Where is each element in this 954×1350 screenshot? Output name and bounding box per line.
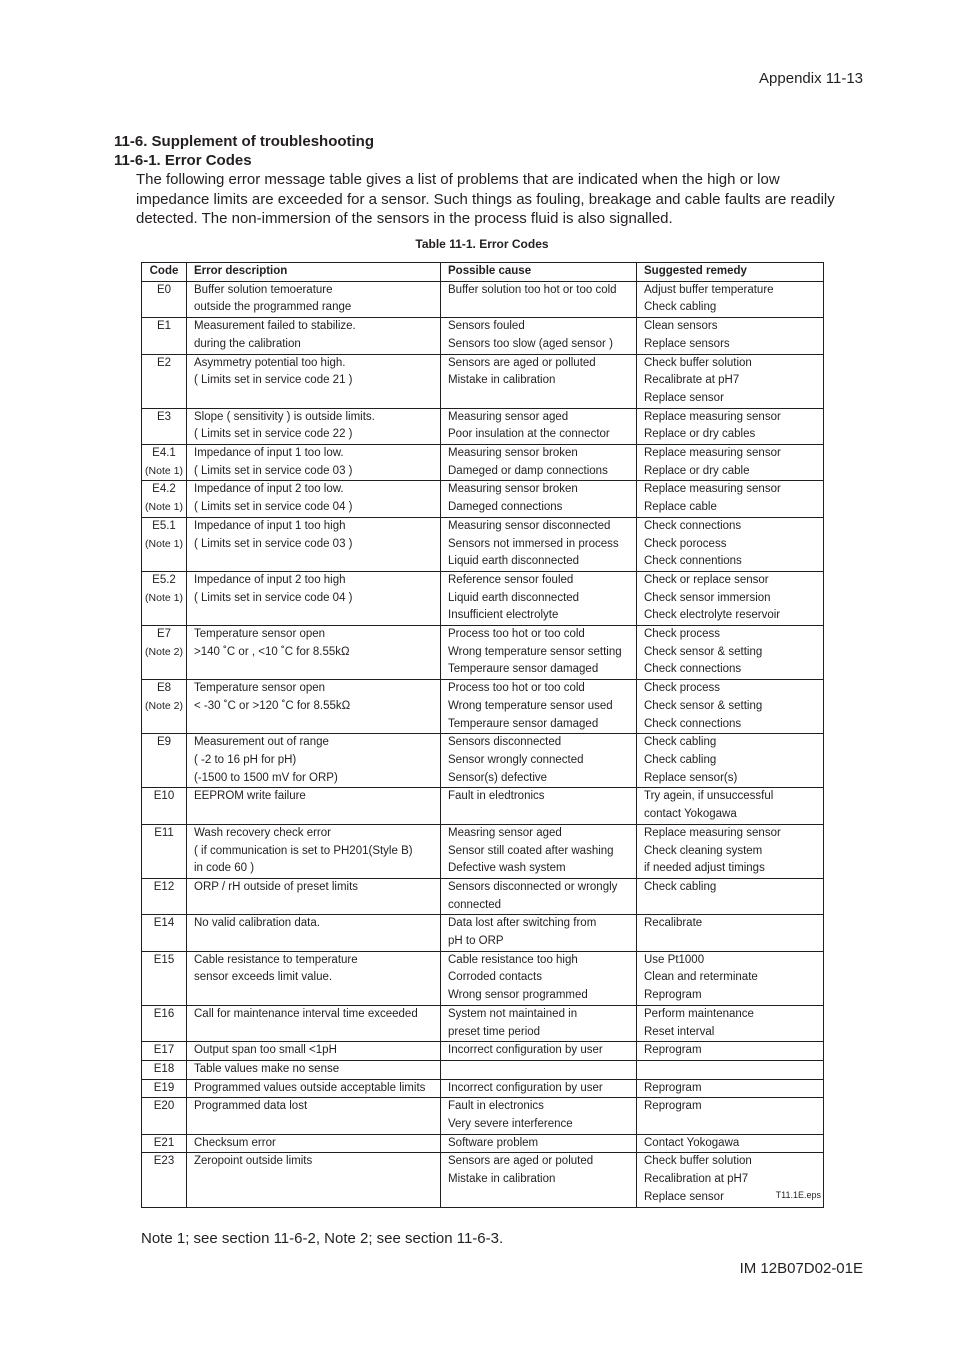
error-code: E9 bbox=[156, 736, 172, 749]
cell-line: ( Limits set in service code 22 ) bbox=[194, 428, 353, 441]
suggested-remedy-cell bbox=[637, 1098, 824, 1134]
suggested-remedy-cell bbox=[637, 1005, 824, 1041]
subsection-heading: 11-6-1. Error Codes bbox=[114, 152, 252, 169]
error-description-cell bbox=[187, 318, 441, 354]
cell-line: Zeropoint outside limits bbox=[194, 1155, 313, 1168]
error-description-cell bbox=[187, 734, 441, 788]
possible-cause-cell bbox=[441, 788, 637, 824]
error-code-note: (Note 1) bbox=[145, 591, 183, 604]
possible-cause-cell bbox=[441, 878, 637, 914]
cell-line: Sensors not immersed in process bbox=[448, 537, 619, 550]
error-description-cell bbox=[187, 824, 441, 878]
table-row bbox=[142, 318, 824, 354]
error-code: E4.2 bbox=[152, 483, 176, 496]
cell-line: Sensor still coated after washing bbox=[448, 844, 614, 857]
suggested-remedy-cell bbox=[637, 445, 824, 481]
cell-line: preset time period bbox=[448, 1025, 541, 1038]
error-code: E7 bbox=[156, 628, 172, 641]
cell-line: Reprogram bbox=[644, 1044, 702, 1057]
table-body bbox=[142, 281, 824, 1207]
cell-line: Buffer solution too hot or too cold bbox=[448, 283, 617, 296]
cell-line: ( -2 to 16 pH for pH) bbox=[194, 753, 297, 766]
error-description-cell bbox=[187, 571, 441, 625]
error-code-cell bbox=[142, 1153, 187, 1207]
cell-line: Measuring sensor broken bbox=[448, 483, 578, 496]
cell-line: EEPROM write failure bbox=[194, 790, 306, 803]
error-description-cell bbox=[187, 680, 441, 734]
cell-line: Check connections bbox=[644, 717, 742, 730]
cell-line: Programmed values outside acceptable limits bbox=[194, 1081, 426, 1094]
error-code: E23 bbox=[153, 1155, 175, 1168]
cell-line: ORP / rH outside of preset limits bbox=[194, 880, 359, 893]
cell-line: during the calibration bbox=[194, 337, 301, 350]
error-code-cell bbox=[142, 1042, 187, 1061]
error-code: E3 bbox=[156, 410, 172, 423]
possible-cause-cell bbox=[441, 734, 637, 788]
table-row bbox=[142, 951, 824, 1005]
error-code: E12 bbox=[153, 880, 175, 893]
error-code-cell bbox=[142, 445, 187, 481]
cell-line: Replace cable bbox=[644, 501, 717, 514]
cell-line: Replace or dry cable bbox=[644, 464, 750, 477]
cell-line: Impedance of input 2 too high bbox=[194, 573, 346, 586]
column-header-description: Error description bbox=[187, 263, 441, 282]
suggested-remedy-cell bbox=[637, 571, 824, 625]
cell-line: Insufficient electrolyte bbox=[448, 609, 559, 622]
cell-line: Impedance of input 1 too high bbox=[194, 519, 346, 532]
possible-cause-cell bbox=[441, 481, 637, 517]
cell-line: Check sensor immersion bbox=[644, 591, 771, 604]
error-code-cell bbox=[142, 788, 187, 824]
column-header-remedy: Suggested remedy bbox=[637, 263, 824, 282]
suggested-remedy-cell bbox=[637, 878, 824, 914]
suggested-remedy-cell bbox=[637, 1079, 824, 1098]
error-description-cell bbox=[187, 915, 441, 951]
error-description-cell bbox=[187, 1098, 441, 1134]
error-description-cell bbox=[187, 1134, 441, 1153]
cell-line: Check electrolyte reservoir bbox=[644, 609, 781, 622]
error-code-note: (Note 2) bbox=[145, 699, 183, 712]
error-code: E5.2 bbox=[152, 573, 176, 586]
section-block bbox=[114, 132, 849, 229]
cell-line: No valid calibration data. bbox=[194, 917, 320, 930]
table-row bbox=[142, 788, 824, 824]
cell-line: Check connections bbox=[644, 663, 742, 676]
cell-line: Dameged connections bbox=[448, 501, 563, 514]
possible-cause-cell bbox=[441, 1134, 637, 1153]
cell-line: Check cabling bbox=[644, 301, 717, 314]
cell-line: in code 60 ) bbox=[194, 862, 255, 875]
cell-line: (-1500 to 1500 mV for ORP) bbox=[194, 771, 338, 784]
error-code: E4.1 bbox=[152, 447, 176, 460]
cell-line: contact Yokogawa bbox=[644, 808, 737, 821]
error-code: E20 bbox=[153, 1100, 175, 1113]
suggested-remedy-cell bbox=[637, 1042, 824, 1061]
page-reference: Appendix 11-13 bbox=[759, 70, 863, 87]
cell-line: Poor insulation at the connector bbox=[448, 428, 610, 441]
cell-line: Sensors are aged or poluted bbox=[448, 1155, 594, 1168]
suggested-remedy-cell bbox=[637, 1134, 824, 1153]
table-row bbox=[142, 517, 824, 571]
error-code: E8 bbox=[156, 682, 172, 695]
cell-line: Sensors disconnected bbox=[448, 736, 562, 749]
possible-cause-cell bbox=[441, 680, 637, 734]
cell-line: ( Limits set in service code 03 ) bbox=[194, 537, 353, 550]
table-row bbox=[142, 1005, 824, 1041]
cell-line: ( Limits set in service code 04 ) bbox=[194, 591, 353, 604]
cell-line: Fault in eledtronics bbox=[448, 790, 545, 803]
error-code: E5.1 bbox=[152, 519, 176, 532]
cell-line: Sensors fouled bbox=[448, 320, 525, 333]
error-code-cell bbox=[142, 626, 187, 680]
error-code-cell bbox=[142, 571, 187, 625]
possible-cause-cell bbox=[441, 517, 637, 571]
cell-line: Mistake in calibration bbox=[448, 1173, 556, 1186]
cell-line: Check sensor & setting bbox=[644, 699, 763, 712]
cell-line: Sensor(s) defective bbox=[448, 771, 548, 784]
error-code-cell bbox=[142, 734, 187, 788]
cell-line: Reset interval bbox=[644, 1025, 715, 1038]
cell-line: Wash recovery check error bbox=[194, 826, 331, 839]
cell-line: Check connections bbox=[644, 519, 742, 532]
error-description-cell bbox=[187, 354, 441, 408]
error-code-cell bbox=[142, 1005, 187, 1041]
cell-line: Reprogram bbox=[644, 989, 702, 1002]
table-row bbox=[142, 878, 824, 914]
table-row bbox=[142, 1134, 824, 1153]
table-row bbox=[142, 1060, 824, 1079]
table-row bbox=[142, 1098, 824, 1134]
cell-line: Corroded contacts bbox=[448, 971, 542, 984]
cell-line: Measring sensor aged bbox=[448, 826, 562, 839]
cell-line: Wrong temperature sensor setting bbox=[448, 645, 622, 658]
document-id: IM 12B07D02-01E bbox=[739, 1260, 863, 1277]
cell-line: Check process bbox=[644, 682, 721, 695]
table-header-row bbox=[142, 263, 824, 282]
figure-file-tag: T11.1E.eps bbox=[775, 1190, 821, 1200]
error-code: E10 bbox=[153, 790, 175, 803]
cell-line: pH to ORP bbox=[448, 935, 504, 948]
error-description-cell bbox=[187, 1153, 441, 1207]
suggested-remedy-cell bbox=[637, 915, 824, 951]
cell-line: Mistake in calibration bbox=[448, 374, 556, 387]
cell-line: Clean and reterminate bbox=[644, 971, 758, 984]
cell-line: Cable resistance too high bbox=[448, 953, 578, 966]
cell-line: >140 ˚C or , <10 ˚C for 8.55kΩ bbox=[194, 645, 350, 658]
suggested-remedy-cell bbox=[637, 788, 824, 824]
error-description-cell bbox=[187, 626, 441, 680]
possible-cause-cell bbox=[441, 1098, 637, 1134]
cell-line: Replace measuring sensor bbox=[644, 447, 781, 460]
cell-line: Adjust buffer temperature bbox=[644, 283, 774, 296]
cell-line: Temperaure sensor damaged bbox=[448, 663, 599, 676]
cell-line: Process too hot or too cold bbox=[448, 682, 585, 695]
possible-cause-cell bbox=[441, 915, 637, 951]
error-code-cell bbox=[142, 824, 187, 878]
cell-line: Replace measuring sensor bbox=[644, 410, 781, 423]
cell-line: < -30 ˚C or >120 ˚C for 8.55kΩ bbox=[194, 699, 351, 712]
suggested-remedy-cell bbox=[637, 408, 824, 444]
table-row bbox=[142, 408, 824, 444]
cell-line: Reprogram bbox=[644, 1081, 702, 1094]
possible-cause-cell bbox=[441, 408, 637, 444]
cell-line: Asymmetry potential too high. bbox=[194, 356, 346, 369]
error-description-cell bbox=[187, 281, 441, 317]
cell-line: Measuring sensor broken bbox=[448, 447, 578, 460]
possible-cause-cell bbox=[441, 1005, 637, 1041]
error-description-cell bbox=[187, 878, 441, 914]
possible-cause-cell bbox=[441, 1042, 637, 1061]
cell-line: sensor exceeds limit value. bbox=[194, 971, 333, 984]
table-row bbox=[142, 915, 824, 951]
cell-line: Check cabling bbox=[644, 736, 717, 749]
error-code: E14 bbox=[153, 917, 175, 930]
suggested-remedy-cell bbox=[637, 318, 824, 354]
error-code-cell bbox=[142, 517, 187, 571]
error-description-cell bbox=[187, 1060, 441, 1079]
cell-line: Recalibrate at pH7 bbox=[644, 374, 740, 387]
error-code-cell bbox=[142, 1098, 187, 1134]
cell-line: Replace sensor(s) bbox=[644, 771, 738, 784]
cell-line: Measuring sensor aged bbox=[448, 410, 569, 423]
error-code-note: (Note 1) bbox=[145, 464, 183, 477]
cell-line: Temperature sensor open bbox=[194, 682, 326, 695]
possible-cause-cell bbox=[441, 951, 637, 1005]
cell-line: Temperaure sensor damaged bbox=[448, 717, 599, 730]
cell-line: Check porocess bbox=[644, 537, 727, 550]
suggested-remedy-cell bbox=[637, 1060, 824, 1079]
cell-line: Cable resistance to temperature bbox=[194, 953, 358, 966]
error-code-cell bbox=[142, 1079, 187, 1098]
error-code: E18 bbox=[153, 1062, 175, 1075]
cell-line: Programmed data lost bbox=[194, 1100, 308, 1113]
table-row bbox=[142, 1042, 824, 1061]
cell-line: Process too hot or too cold bbox=[448, 628, 585, 641]
error-code: E1 bbox=[156, 320, 172, 333]
error-code-cell bbox=[142, 318, 187, 354]
error-description-cell bbox=[187, 951, 441, 1005]
cell-line: ( Limits set in service code 03 ) bbox=[194, 464, 353, 477]
error-code: E11 bbox=[154, 826, 174, 839]
cell-line: outside the programmed range bbox=[194, 301, 352, 314]
error-description-cell bbox=[187, 1042, 441, 1061]
cell-line: Dameged or damp connections bbox=[448, 464, 608, 477]
error-description-cell bbox=[187, 481, 441, 517]
error-code-note: (Note 1) bbox=[145, 501, 183, 514]
possible-cause-cell bbox=[441, 318, 637, 354]
cell-line: Replace or dry cables bbox=[644, 428, 756, 441]
error-code-cell bbox=[142, 481, 187, 517]
cell-line: Replace sensor bbox=[644, 391, 724, 404]
cell-line: Check or replace sensor bbox=[644, 573, 769, 586]
cell-line: Check connentions bbox=[644, 555, 742, 568]
cell-line: Replace sensors bbox=[644, 337, 730, 350]
error-code-cell bbox=[142, 354, 187, 408]
cell-line: Sensors are aged or polluted bbox=[448, 356, 596, 369]
cell-line: System not maintained in bbox=[448, 1007, 578, 1020]
cell-line: Check process bbox=[644, 628, 721, 641]
suggested-remedy-cell bbox=[637, 626, 824, 680]
cell-line: Output span too small <1pH bbox=[194, 1044, 337, 1057]
cell-line: Measuring sensor disconnected bbox=[448, 519, 611, 532]
error-description-cell bbox=[187, 445, 441, 481]
cell-line: Table values make no sense bbox=[194, 1062, 340, 1075]
table-row bbox=[142, 1079, 824, 1098]
suggested-remedy-cell bbox=[637, 281, 824, 317]
cell-line: Impedance of input 2 too low. bbox=[194, 483, 344, 496]
error-code-cell bbox=[142, 408, 187, 444]
possible-cause-cell bbox=[441, 824, 637, 878]
column-header-code: Code bbox=[142, 263, 187, 282]
table-row bbox=[142, 281, 824, 317]
error-code: E16 bbox=[153, 1007, 175, 1020]
cell-line: connected bbox=[448, 898, 502, 911]
cell-line: Checksum error bbox=[194, 1136, 276, 1149]
cell-line: Check cabling bbox=[644, 753, 717, 766]
suggested-remedy-cell bbox=[637, 517, 824, 571]
cell-line: Temperature sensor open bbox=[194, 628, 326, 641]
cell-line: Wrong temperature sensor used bbox=[448, 699, 613, 712]
cell-line: if needed adjust timings bbox=[644, 862, 765, 875]
notes-line: Note 1; see section 11-6-2, Note 2; see section 11-6-3. bbox=[141, 1230, 504, 1247]
error-code: E2 bbox=[156, 356, 172, 369]
section-heading: 11-6. Supplement of troubleshooting bbox=[114, 133, 375, 150]
cell-line: ( Limits set in service code 21 ) bbox=[194, 374, 353, 387]
error-code: E19 bbox=[153, 1081, 175, 1094]
possible-cause-cell bbox=[441, 571, 637, 625]
error-codes-table bbox=[141, 262, 824, 1208]
cell-line: Check sensor & setting bbox=[644, 645, 763, 658]
cell-line: Check cabling bbox=[644, 880, 717, 893]
possible-cause-cell bbox=[441, 1079, 637, 1098]
cell-line: Defective wash system bbox=[448, 862, 566, 875]
cell-line: Check buffer solution bbox=[644, 356, 752, 369]
table-row bbox=[142, 734, 824, 788]
cell-line: Replace sensor bbox=[644, 1190, 724, 1203]
cell-line: Wrong sensor programmed bbox=[448, 989, 588, 1002]
suggested-remedy-cell bbox=[637, 951, 824, 1005]
table-row bbox=[142, 445, 824, 481]
column-header-cause: Possible cause bbox=[441, 263, 637, 282]
suggested-remedy-cell bbox=[637, 481, 824, 517]
cell-line: Measurement failed to stabilize. bbox=[194, 320, 356, 333]
cell-line: Sensors too slow (aged sensor ) bbox=[448, 337, 613, 350]
suggested-remedy-cell bbox=[637, 734, 824, 788]
cell-line: Check buffer solution bbox=[644, 1155, 752, 1168]
error-code-note: (Note 2) bbox=[145, 645, 183, 658]
error-code-cell bbox=[142, 1134, 187, 1153]
error-code: E15 bbox=[153, 953, 175, 966]
error-code: E21 bbox=[153, 1136, 175, 1149]
cell-line: Recalibration at pH7 bbox=[644, 1173, 749, 1186]
cell-line: Contact Yokogawa bbox=[644, 1136, 740, 1149]
cell-line: Incorrect configuration by user bbox=[448, 1044, 603, 1057]
error-code-cell bbox=[142, 1060, 187, 1079]
cell-line: Buffer solution temoerature bbox=[194, 283, 333, 296]
cell-line: Replace measuring sensor bbox=[644, 826, 781, 839]
cell-line: Recalibrate bbox=[644, 917, 703, 930]
table-row bbox=[142, 824, 824, 878]
cell-line: Use Pt1000 bbox=[644, 953, 705, 966]
error-description-cell bbox=[187, 1005, 441, 1041]
suggested-remedy-cell bbox=[637, 354, 824, 408]
table-row bbox=[142, 680, 824, 734]
error-code-cell bbox=[142, 915, 187, 951]
error-description-cell bbox=[187, 517, 441, 571]
error-code-note: (Note 1) bbox=[145, 537, 183, 550]
cell-line: ( Limits set in service code 04 ) bbox=[194, 501, 353, 514]
error-code-cell bbox=[142, 281, 187, 317]
error-code-cell bbox=[142, 951, 187, 1005]
intro-paragraph: The following error message table gives a list of problems that are indicated when the high or low impedance limits are exceeded for a sensor. Such things as fouling, breakage and cable faults are readily detected. The non-immersion of the sensors in the process fluid is also signalled. bbox=[136, 171, 835, 227]
error-code: E0 bbox=[156, 283, 172, 296]
cell-line: Incorrect configuration by user bbox=[448, 1081, 603, 1094]
cell-line: Slope ( sensitivity ) is outside limits. bbox=[194, 410, 375, 423]
possible-cause-cell bbox=[441, 626, 637, 680]
table-row bbox=[142, 1153, 824, 1207]
table-row bbox=[142, 571, 824, 625]
cell-line: Liquid earth disconnected bbox=[448, 591, 580, 604]
table-caption: Table 11-1. Error Codes bbox=[415, 237, 549, 251]
cell-line: Sensor wrongly connected bbox=[448, 753, 584, 766]
cell-line: Software problem bbox=[448, 1136, 539, 1149]
cell-line: ( if communication is set to PH201(Style B) bbox=[194, 844, 413, 857]
cell-line: Call for maintenance interval time exceeded bbox=[194, 1007, 418, 1020]
table-row bbox=[142, 354, 824, 408]
error-description-cell bbox=[187, 1079, 441, 1098]
cell-line: Reference sensor fouled bbox=[448, 573, 574, 586]
possible-cause-cell bbox=[441, 281, 637, 317]
error-description-cell bbox=[187, 788, 441, 824]
possible-cause-cell bbox=[441, 1153, 637, 1207]
suggested-remedy-cell bbox=[637, 680, 824, 734]
error-code-cell bbox=[142, 878, 187, 914]
cell-line: Check cleaning system bbox=[644, 844, 763, 857]
table-row bbox=[142, 626, 824, 680]
cell-line: Liquid earth disconnected bbox=[448, 555, 580, 568]
cell-line: Clean sensors bbox=[644, 320, 718, 333]
cell-line: Measurement out of range bbox=[194, 736, 329, 749]
possible-cause-cell bbox=[441, 445, 637, 481]
cell-line: Data lost after switching from bbox=[448, 917, 597, 930]
suggested-remedy-cell bbox=[637, 824, 824, 878]
cell-line: Perform maintenance bbox=[644, 1007, 754, 1020]
possible-cause-cell bbox=[441, 1060, 637, 1079]
cell-line: Very severe interference bbox=[448, 1118, 573, 1131]
possible-cause-cell bbox=[441, 354, 637, 408]
error-code: E17 bbox=[153, 1044, 175, 1057]
error-description-cell bbox=[187, 408, 441, 444]
cell-line: Impedance of input 1 too low. bbox=[194, 447, 344, 460]
cell-line: Fault in electronics bbox=[448, 1100, 544, 1113]
table-row bbox=[142, 481, 824, 517]
error-code-cell bbox=[142, 680, 187, 734]
cell-line: Try agein, if unsuccessful bbox=[644, 790, 774, 803]
cell-line: Sensors disconnected or wrongly bbox=[448, 880, 618, 893]
cell-line: Replace measuring sensor bbox=[644, 483, 781, 496]
cell-line: Reprogram bbox=[644, 1100, 702, 1113]
